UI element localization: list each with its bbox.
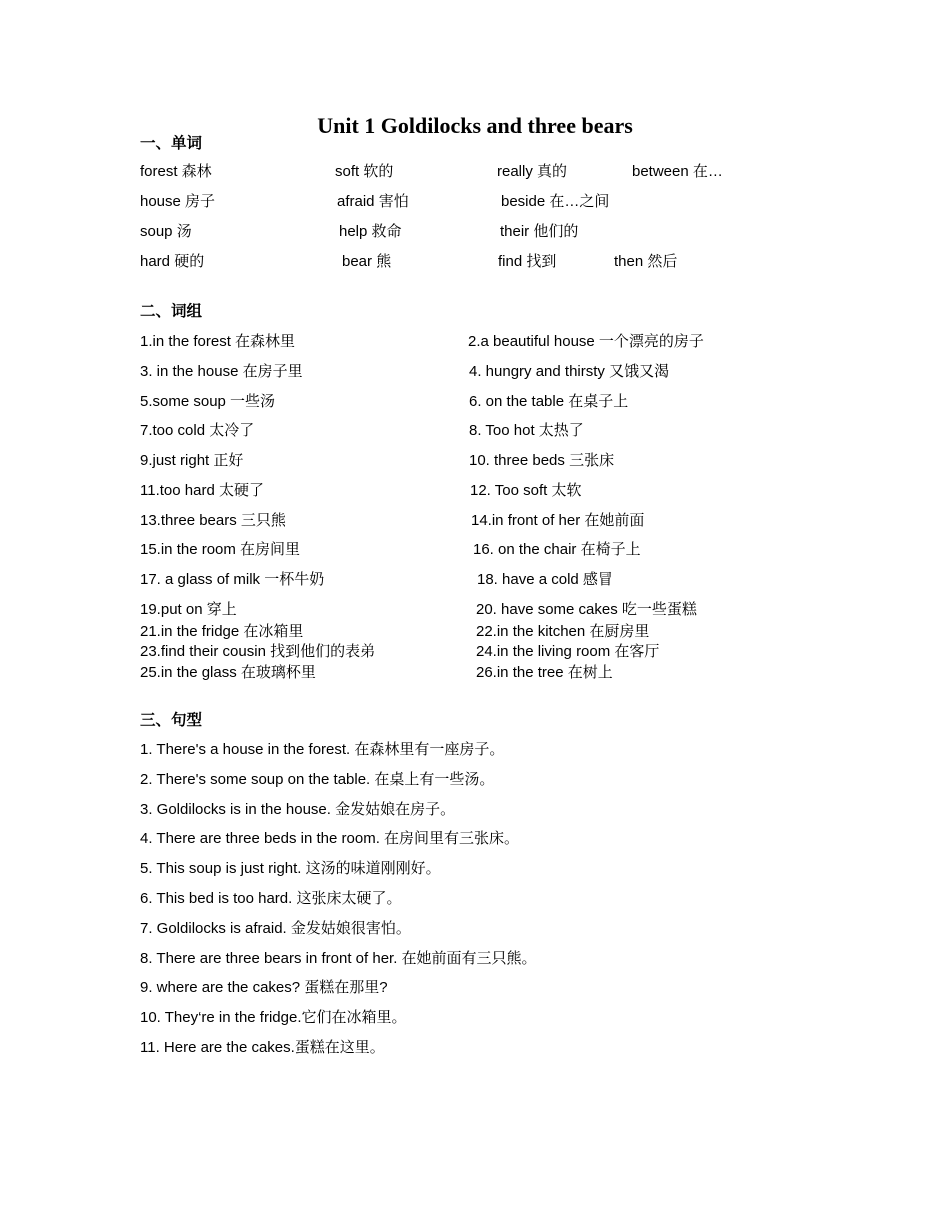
sentence-item: 3. Goldilocks is in the house. 金发姑娘在房子。 [140,800,456,818]
phrase-item: 23.find their cousin 找到他们的表弟 [140,643,376,660]
phrase-item: 26.in the tree 在树上 [476,664,613,681]
sentence-item: 9. where are the cakes? 蛋糕在那里? [140,979,388,997]
phrase-item: 3. in the house 在房子里 [140,363,303,380]
sentence-item: 10. They‘re in the fridge.它们在冰箱里。 [140,1009,407,1027]
phrases-heading: 二、词组 [140,303,203,320]
phrase-item: 18. have a cold 感冒 [477,571,613,588]
vocab-word: beside 在…之间 [501,193,610,210]
sentence-item: 8. There are three bears in front of her. 在她前面有三只熊。 [140,949,537,967]
sentence-item: 11. Here are the cakes.蛋糕在这里。 [140,1038,385,1056]
phrase-item: 4. hungry and thirsty 又饿又渴 [469,363,670,380]
sentences-heading: 三、句型 [140,712,203,729]
sentence-item: 5. This soup is just right. 这汤的味道刚刚好。 [140,860,441,878]
vocab-word: find 找到 [498,253,557,270]
vocab-word: between 在… [632,163,723,180]
vocab-word: soup 汤 [140,223,192,240]
sentence-item: 4. There are three beds in the room. 在房间里有三张床。 [140,830,520,848]
vocab-word: soft 软的 [335,163,394,180]
phrase-item: 8. Too hot 太热了 [469,422,584,439]
vocab-word: house 房子 [140,193,216,210]
document-title: Unit 1 Goldilocks and three bears [317,113,633,138]
vocab-heading: 一、单词 [140,135,203,152]
phrase-item: 25.in the glass 在玻璃杯里 [140,664,316,681]
vocab-word: their 他们的 [500,223,579,240]
vocab-word: hard 硬的 [140,253,205,270]
vocab-word: afraid 害怕 [337,193,409,210]
phrase-item: 2.a beautiful house 一个漂亮的房子 [468,333,704,350]
vocab-word: then 然后 [614,253,678,270]
sentence-item: 2. There's some soup on the table. 在桌上有一些汤。 [140,770,495,788]
phrase-item: 1.in the forest 在森林里 [140,333,296,350]
vocab-word: really 真的 [497,163,568,180]
phrase-item: 14.in front of her 在她前面 [471,512,645,529]
sentence-item: 1. There's a house in the forest. 在森林里有一座房子。 [140,741,505,758]
sentence-item: 7. Goldilocks is afraid. 金发姑娘很害怕。 [140,919,411,937]
phrase-item: 10. three beds 三张床 [469,452,615,469]
phrase-item: 20. have some cakes 吃一些蛋糕 [476,601,697,618]
phrase-item: 17. a glass of milk 一杯牛奶 [140,571,325,588]
phrase-item: 12. Too soft 太软 [470,482,582,499]
phrase-item: 7.too cold 太冷了 [140,422,255,439]
phrase-item: 22.in the kitchen 在厨房里 [476,623,650,640]
sentence-list [140,741,537,1069]
phrase-item: 24.in the living room 在客厅 [476,643,660,660]
phrase-item: 9.just right 正好 [140,452,244,469]
phrase-item: 16. on the chair 在椅子上 [473,541,641,558]
phrase-item: 15.in the room 在房间里 [140,541,301,558]
sentence-item: 6. This bed is too hard. 这张床太硬了。 [140,889,402,907]
phrase-item: 13.three bears 三只熊 [140,512,286,529]
phrase-item: 5.some soup 一些汤 [140,393,276,410]
phrase-item: 6. on the table 在桌子上 [469,393,629,410]
vocab-word: help 救命 [339,223,402,240]
phrase-item: 21.in the fridge 在冰箱里 [140,623,304,640]
vocab-word: bear 熊 [342,253,392,270]
phrase-item: 11.too hard 太硬了 [140,482,264,499]
phrase-item: 19.put on 穿上 [140,601,237,618]
vocab-word: forest 森林 [140,163,212,180]
